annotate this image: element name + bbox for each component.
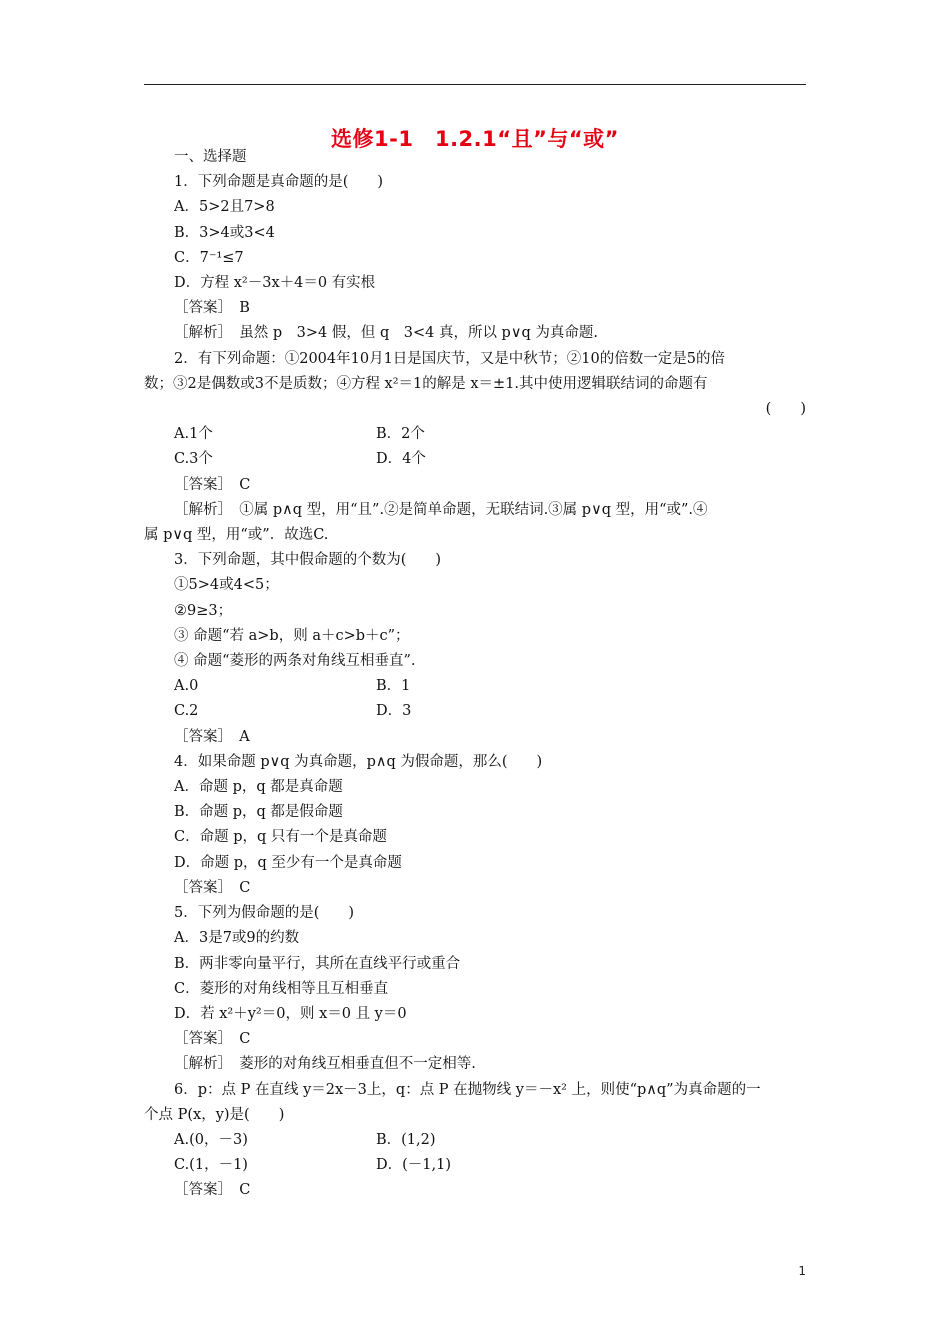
- q6-option-b: B．(1,2): [376, 1131, 436, 1148]
- q2-analysis-line1: ［解析］ ①属 p∧q 型，用“且”.②是简单命题，无联结词.③属 p∨q 型，用“或”.④: [174, 501, 708, 518]
- q1-answer: ［答案］ B: [174, 300, 250, 317]
- q2-options-row1: [144, 422, 806, 447]
- q3-option-c: C.2: [174, 703, 199, 720]
- q3-item-2: ②9≥3；: [174, 602, 233, 619]
- q2-answer: ［答案］ C: [174, 476, 251, 493]
- q1-option-a: A．5>2且7>8: [174, 199, 275, 216]
- q2-option-c: C.3个: [174, 451, 213, 468]
- q6-options-row1: [144, 1128, 806, 1153]
- q3-options-row1: [144, 674, 806, 699]
- q1-option-d: D．方程 x²－3x＋4＝0 有实根: [174, 275, 376, 292]
- q2-analysis-line2: 属 p∨q 型，用“或”．故选C.: [144, 527, 329, 544]
- q1-analysis: ［解析］ 虽然 p 3>4 假，但 q 3<4 真，所以 p∨q 为真命题.: [174, 325, 598, 342]
- q4-answer: ［答案］ C: [174, 879, 251, 896]
- q3-answer: ［答案］ A: [174, 728, 250, 745]
- q1-stem: 1．下列命题是真命题的是( ): [174, 174, 384, 191]
- section-heading: 一、选择题: [174, 149, 247, 165]
- header-rule: [144, 84, 806, 85]
- q6-options-row2: [144, 1153, 806, 1178]
- q6-answer: ［答案］ C: [174, 1182, 251, 1199]
- document-title: 选修1-1 1.2.1“且”与“或”: [331, 127, 619, 151]
- q3-option-a: A.0: [174, 678, 199, 695]
- q3-stem: 3．下列命题，其中假命题的个数为( ): [174, 552, 442, 569]
- q2-option-d: D．4个: [376, 451, 426, 468]
- q5-option-c: C．菱形的对角线相等且互相垂直: [174, 980, 389, 997]
- q6-option-d: D．(－1,1): [376, 1157, 451, 1174]
- q5-option-d: D．若 x²＋y²＝0，则 x＝0 且 y＝0: [174, 1005, 407, 1022]
- q4-option-c: C．命题 p，q 只有一个是真命题: [174, 829, 387, 846]
- q5-option-a: A．3是7或9的约数: [174, 930, 300, 947]
- q5-analysis: ［解析］ 菱形的对角线互相垂直但不一定相等.: [174, 1056, 476, 1073]
- q4-option-d: D．命题 p，q 至少有一个是真命题: [174, 854, 402, 871]
- q1-option-c: C．7⁻¹≤7: [174, 249, 244, 266]
- document-body: [144, 145, 806, 1204]
- q2-stem-line2: 数；③2是偶数或3不是质数；④方程 x²＝1的解是 x＝±1.其中使用逻辑联结词的命题有: [144, 375, 708, 392]
- q5-stem: 5．下列为假命题的是( ): [174, 905, 355, 922]
- q4-stem: 4．如果命题 p∨q 为真命题，p∧q 为假命题，那么( ): [174, 753, 543, 770]
- q3-item-3: ③ 命题“若 a>b，则 a＋c>b＋c”；: [174, 627, 410, 644]
- q2-option-b: B．2个: [376, 426, 425, 443]
- q3-option-b: B．1: [376, 678, 411, 695]
- q6-stem-line2: 个点 P(x，y)是( ): [144, 1106, 285, 1123]
- page-number: 1: [798, 1264, 806, 1278]
- q3-item-4: ④ 命题“菱形的两条对角线互相垂直”.: [174, 653, 416, 670]
- q1-option-b: B．3>4或3<4: [174, 224, 275, 241]
- q2-options-row2: [144, 447, 806, 472]
- q6-stem-line1: 6．p：点 P 在直线 y＝2x－3上，q：点 P 在抛物线 y＝－x² 上，则使“p∧q”为真命题的一: [174, 1081, 761, 1098]
- q3-item-1: ①5>4或4<5；: [174, 577, 279, 594]
- q4-option-b: B．命题 p，q 都是假命题: [174, 804, 343, 821]
- q4-option-a: A．命题 p，q 都是真命题: [174, 779, 343, 796]
- q6-option-c: C.(1，－1): [174, 1157, 248, 1174]
- q5-option-b: B．两非零向量平行，其所在直线平行或重合: [174, 955, 461, 972]
- q3-options-row2: [144, 699, 806, 724]
- q2-stem-line1: 2．有下列命题：①2004年10月1日是国庆节，又是中秋节；②10的倍数一定是5的倍: [174, 350, 725, 367]
- q2-stem-paren: ( ): [765, 401, 806, 418]
- q3-option-d: D．3: [376, 703, 412, 720]
- q2-option-a: A.1个: [174, 426, 213, 443]
- q5-answer: ［答案］ C: [174, 1031, 251, 1048]
- q6-option-a: A.(0，－3): [174, 1131, 248, 1148]
